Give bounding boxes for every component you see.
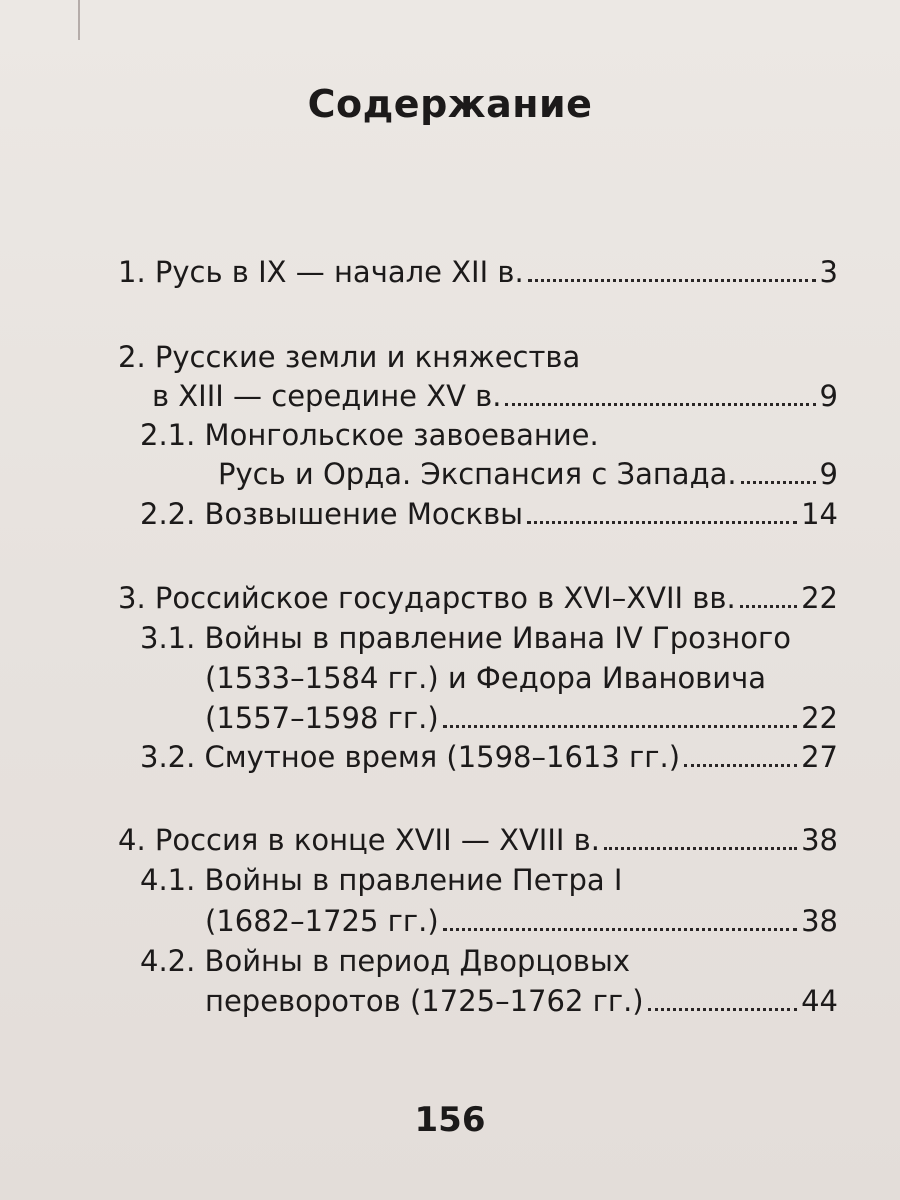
toc-entry <box>118 578 838 618</box>
toc-entry <box>205 981 838 1021</box>
toc-entry-page: 3 <box>819 255 838 289</box>
toc-entry-page: 14 <box>801 497 838 531</box>
toc-entry-title: 3. Российское государство в XVI–XVII вв. <box>118 581 736 615</box>
toc-entry-title: 1. Русь в IX — начале XII в. <box>118 255 524 289</box>
toc-leader-dots <box>684 764 797 767</box>
toc-entry-title: (1682–1725 гг.) <box>205 904 439 938</box>
toc-entry-page: 9 <box>819 379 838 413</box>
toc-entry-title: переворотов (1725–1762 гг.) <box>205 984 644 1018</box>
toc-entry-title: 3.2. Смутное время (1598–1613 гг.) <box>140 740 681 774</box>
toc-entry-title: 3.1. Войны в правление Ивана IV Грозного <box>140 621 791 655</box>
toc-leader-dots <box>740 605 797 608</box>
toc-entry <box>118 820 838 860</box>
toc-leader-dots <box>443 928 797 931</box>
toc-leader-dots <box>527 521 797 524</box>
page-title: Содержание <box>307 82 593 126</box>
toc-entry-title: 4. Россия в конце XVII — XVIII в. <box>118 823 600 857</box>
toc-leader-dots <box>528 279 816 282</box>
toc-leader-dots <box>505 403 815 406</box>
toc-entry <box>140 494 838 534</box>
toc-entry-title: 2.2. Возвышение Москвы <box>140 497 524 531</box>
toc-leader-dots <box>443 725 797 728</box>
toc-entry-title: (1533–1584 гг.) и Федора Ивановича <box>205 661 767 695</box>
toc-entry <box>205 901 838 941</box>
toc-entry-title: 2.1. Монгольское завоевание. <box>140 418 599 452</box>
toc-entry-page: 22 <box>801 581 838 615</box>
toc-entry <box>118 252 838 292</box>
toc-entry <box>152 376 838 416</box>
toc-entry-title: (1557–1598 гг.) <box>205 701 439 735</box>
toc-entry-page: 38 <box>801 904 838 938</box>
toc-entry-page: 44 <box>801 984 838 1018</box>
toc-entry-title: 4.2. Войны в период Дворцовых <box>140 944 631 978</box>
page-number: 156 <box>414 1100 486 1140</box>
toc-entry-title: 2. Русские земли и княжества <box>118 340 581 374</box>
toc-leader-dots <box>648 1008 797 1011</box>
toc-entry-page: 38 <box>801 823 838 857</box>
toc-entry <box>140 737 838 777</box>
toc-leader-dots <box>741 481 816 484</box>
toc-entry-page: 9 <box>819 457 838 491</box>
toc-entry <box>205 698 838 738</box>
toc-leader-dots <box>604 847 797 850</box>
toc-entry-title: в XIII — середине XV в. <box>152 379 502 413</box>
toc-entry-page: 22 <box>801 701 838 735</box>
toc-entry-title: 4.1. Войны в правление Петра I <box>140 863 623 897</box>
toc-entry-title: Русь и Орда. Экспансия с Запада. <box>218 457 737 491</box>
toc-entry <box>218 454 838 494</box>
toc-entry-page: 27 <box>801 740 838 774</box>
